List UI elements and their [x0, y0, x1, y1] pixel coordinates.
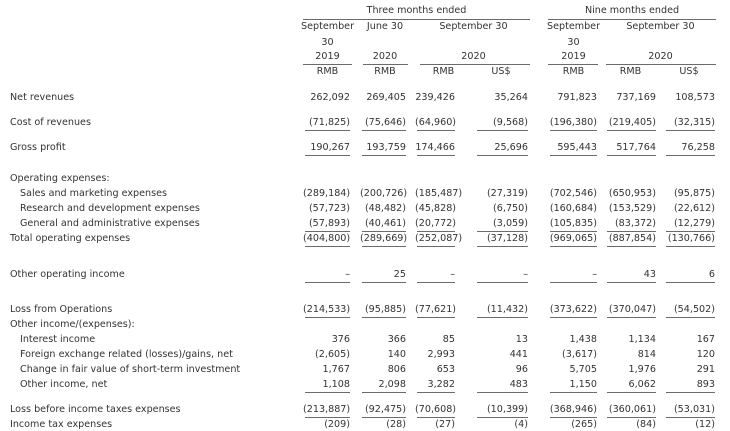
col-header-sep-2019-b: 30 [321, 37, 334, 48]
row-label: General and administrative expenses [20, 218, 200, 229]
table-cell: 35,264 [494, 92, 528, 103]
subtotal-rule [477, 231, 528, 232]
subtotal-rule [477, 282, 528, 283]
col-header-sep30-2020: September 30 [439, 21, 508, 32]
table-cell: (54,502) [673, 304, 715, 315]
table-cell: (252,087) [415, 233, 463, 244]
row-label: Loss from Operations [10, 304, 113, 315]
table-cell: (40,461) [364, 218, 406, 229]
table-cell: (45,828) [415, 203, 457, 214]
subtotal-rule [607, 130, 656, 131]
table-cell: (370,047) [608, 304, 656, 315]
subtotal-rule [607, 231, 656, 232]
subtotal-rule [666, 317, 715, 318]
subtotal-rule [362, 231, 406, 232]
table-cell: 140 [387, 349, 406, 360]
col-header-sep-2019-nine-b: 30 [567, 37, 580, 48]
subtotal-rule [417, 417, 455, 418]
table-cell: (368,946) [549, 404, 597, 415]
table-cell: (4) [514, 419, 528, 430]
table-cell: 806 [387, 364, 406, 375]
table-cell: 6,062 [628, 379, 656, 390]
table-cell: – [523, 269, 528, 280]
table-cell: 1,767 [322, 364, 350, 375]
table-cell: (9,568) [493, 117, 528, 128]
table-cell: (650,953) [608, 188, 656, 199]
subtotal-rule [305, 417, 350, 418]
table-cell: 96 [515, 364, 528, 375]
row-label: Change in fair value of short-term investment [20, 364, 241, 375]
table-cell: 85 [442, 334, 455, 345]
currency-label: US$ [491, 66, 511, 77]
subtotal-rule [666, 417, 715, 418]
table-cell: 791,823 [557, 92, 597, 103]
subtotal-rule [607, 317, 656, 318]
subtotal-rule [550, 392, 597, 393]
row-label: Total operating expenses [10, 233, 131, 244]
subtotal-rule [305, 231, 350, 232]
table-cell: – [345, 269, 350, 280]
col-header-sep30-2020-nine: September 30 [626, 21, 695, 32]
table-cell: 517,764 [616, 142, 656, 153]
table-cell: (48,482) [364, 203, 406, 214]
table-cell: (969,065) [549, 233, 597, 244]
subtotal-rule [550, 155, 597, 156]
subtotal-rule [550, 417, 597, 418]
table-cell: 5,705 [569, 364, 597, 375]
col-header-sep-2019-nine-a: September [546, 21, 601, 32]
year-2020: 2020 [648, 51, 673, 62]
table-cell: 190,267 [310, 142, 350, 153]
table-cell: (10,399) [486, 404, 528, 415]
year-rule [363, 64, 408, 65]
table-cell: 25 [393, 269, 406, 280]
subtotal-rule [666, 231, 715, 232]
table-cell: (11,432) [486, 304, 528, 315]
table-cell: (3,059) [493, 218, 528, 229]
table-cell: (2,605) [315, 349, 350, 360]
table-cell: (75,646) [364, 117, 406, 128]
subtotal-rule [477, 155, 528, 156]
subtotal-rule [362, 155, 406, 156]
subtotal-rule [477, 130, 528, 131]
subtotal-rule [477, 417, 528, 418]
year-2019: 2019 [315, 51, 340, 62]
table-cell: 441 [509, 349, 528, 360]
table-cell: (160,684) [549, 203, 597, 214]
table-cell: (70,608) [415, 404, 457, 415]
table-cell: 893 [696, 379, 715, 390]
subtotal-rule [305, 392, 350, 393]
table-cell: 269,405 [366, 92, 406, 103]
table-cell: 262,092 [310, 92, 350, 103]
table-cell: 108,573 [675, 92, 715, 103]
table-cell: 595,443 [557, 142, 597, 153]
table-cell: 1,438 [569, 334, 597, 345]
table-cell: 483 [509, 379, 528, 390]
currency-label: RMB [432, 66, 455, 77]
subtotal-rule [305, 130, 350, 131]
subtotal-rule [362, 317, 406, 318]
table-cell: (105,835) [549, 218, 597, 229]
table-cell: 376 [331, 334, 350, 345]
table-cell: (265) [571, 419, 597, 430]
table-cell: (71,825) [308, 117, 350, 128]
row-label: Other income/(expenses): [10, 319, 135, 330]
subtotal-rule [607, 155, 656, 156]
table-cell: (153,529) [608, 203, 656, 214]
table-cell: 1,976 [628, 364, 656, 375]
table-cell: 13 [515, 334, 528, 345]
year-rule [420, 64, 530, 65]
header-nine-months: Nine months ended [584, 5, 680, 16]
subtotal-rule [666, 130, 715, 131]
table-cell: (6,750) [493, 203, 528, 214]
subtotal-rule [607, 392, 656, 393]
table-cell: 193,759 [366, 142, 406, 153]
subtotal-rule [305, 246, 350, 247]
table-cell: (95,875) [673, 188, 715, 199]
subtotal-rule [362, 417, 406, 418]
year-rule [303, 64, 352, 65]
table-cell: (95,885) [364, 304, 406, 315]
subtotal-rule [417, 246, 455, 247]
col-header-sep-2019-a: September [300, 21, 355, 32]
table-cell: (57,723) [308, 203, 350, 214]
subtotal-rule [417, 317, 455, 318]
table-cell: 3,282 [427, 379, 455, 390]
currency-label: RMB [374, 66, 396, 77]
currency-label: RMB [316, 66, 339, 77]
year-2020: 2020 [461, 51, 486, 62]
table-cell: 2,098 [378, 379, 406, 390]
table-cell: (57,893) [308, 218, 350, 229]
table-cell: (196,380) [549, 117, 597, 128]
subtotal-rule [607, 417, 656, 418]
table-cell: 291 [696, 364, 715, 375]
header-nine-months-rule [548, 19, 716, 20]
subtotal-rule [362, 282, 406, 283]
table-cell: (37,128) [486, 233, 528, 244]
subtotal-rule [607, 282, 656, 283]
table-cell: (64,960) [415, 117, 457, 128]
row-label: Net revenues [10, 92, 75, 103]
table-cell: (22,612) [673, 203, 715, 214]
subtotal-rule [305, 317, 350, 318]
subtotal-rule [666, 246, 715, 247]
table-cell: (83,372) [614, 218, 656, 229]
year-2019: 2019 [561, 51, 586, 62]
subtotal-rule [666, 282, 715, 283]
row-label: Foreign exchange related (losses)/gains, net [20, 349, 233, 360]
table-cell: (213,887) [303, 404, 351, 415]
table-cell: 239,426 [415, 92, 455, 103]
row-label: Other income, net [20, 379, 108, 390]
year-2020: 2020 [372, 51, 398, 62]
table-cell: 2,993 [427, 349, 455, 360]
table-cell: – [450, 269, 455, 280]
table-cell: (185,487) [415, 188, 463, 199]
year-rule [606, 64, 716, 65]
table-cell: (77,621) [415, 304, 457, 315]
table-cell: (32,315) [673, 117, 715, 128]
subtotal-rule [477, 317, 528, 318]
table-cell: (53,031) [673, 404, 715, 415]
row-label: Sales and marketing expenses [20, 188, 167, 199]
subtotal-rule [477, 392, 528, 393]
table-cell: (28) [386, 419, 406, 430]
subtotal-rule [550, 282, 597, 283]
table-cell: (27) [435, 419, 455, 430]
currency-label: RMB [619, 66, 642, 77]
table-cell: – [592, 269, 597, 280]
currency-label: US$ [679, 66, 699, 77]
subtotal-rule [305, 155, 350, 156]
table-cell: 366 [387, 334, 406, 345]
table-cell: (3,617) [562, 349, 597, 360]
table-cell: (20,772) [415, 218, 457, 229]
subtotal-rule [550, 130, 597, 131]
table-cell: (12) [695, 419, 715, 430]
table-cell: (27,319) [486, 188, 528, 199]
row-label: Research and development expenses [20, 203, 200, 214]
table-cell: (289,184) [303, 188, 351, 199]
table-cell: 76,258 [681, 142, 715, 153]
subtotal-rule [305, 282, 350, 283]
table-cell: (92,475) [364, 404, 406, 415]
col-header-june30: June 30 [366, 21, 404, 32]
table-cell: (219,405) [608, 117, 656, 128]
subtotal-rule [362, 246, 406, 247]
table-cell: (84) [636, 419, 656, 430]
subtotal-rule [417, 231, 455, 232]
table-cell: 814 [637, 349, 656, 360]
subtotal-rule [417, 155, 455, 156]
table-cell: (373,622) [549, 304, 597, 315]
table-cell: 120 [696, 349, 715, 360]
subtotal-rule [550, 317, 597, 318]
table-cell: 167 [696, 334, 715, 345]
table-cell: 737,169 [616, 92, 656, 103]
table-cell: 174,466 [415, 142, 455, 153]
table-cell: 1,108 [322, 379, 350, 390]
subtotal-rule [417, 130, 455, 131]
table-cell: (887,854) [608, 233, 656, 244]
row-label: Operating expenses: [10, 173, 110, 184]
subtotal-rule [477, 246, 528, 247]
subtotal-rule [550, 246, 597, 247]
subtotal-rule [362, 130, 406, 131]
row-label: Other operating income [10, 269, 125, 280]
table-cell: (209) [324, 419, 350, 430]
table-cell: 653 [436, 364, 455, 375]
header-three-months: Three months ended [366, 5, 467, 16]
table-cell: 25,696 [494, 142, 528, 153]
subtotal-rule [417, 282, 455, 283]
header-three-months-rule [303, 19, 530, 20]
table-cell: 43 [643, 269, 656, 280]
subtotal-rule [362, 392, 406, 393]
currency-label: RMB [562, 66, 585, 77]
table-cell: 1,134 [628, 334, 656, 345]
row-label: Interest income [20, 334, 96, 345]
table-cell: 1,150 [569, 379, 597, 390]
table-cell: (130,766) [667, 233, 715, 244]
table-cell: (404,800) [303, 233, 351, 244]
row-label: Gross profit [10, 142, 66, 153]
year-rule [548, 64, 598, 65]
subtotal-rule [666, 392, 715, 393]
subtotal-rule [417, 392, 455, 393]
subtotal-rule [666, 155, 715, 156]
table-cell: (702,546) [549, 188, 597, 199]
table-cell: (214,533) [303, 304, 351, 315]
row-label: Cost of revenues [10, 117, 91, 128]
table-cell: (360,061) [608, 404, 656, 415]
table-cell: 6 [708, 269, 715, 280]
row-label: Loss before income taxes expenses [10, 404, 181, 415]
table-cell: (200,726) [360, 188, 408, 199]
subtotal-rule [550, 231, 597, 232]
table-cell: (289,669) [360, 233, 408, 244]
row-label: Income tax expenses [10, 419, 113, 430]
subtotal-rule [607, 246, 656, 247]
table-cell: (12,279) [673, 218, 715, 229]
